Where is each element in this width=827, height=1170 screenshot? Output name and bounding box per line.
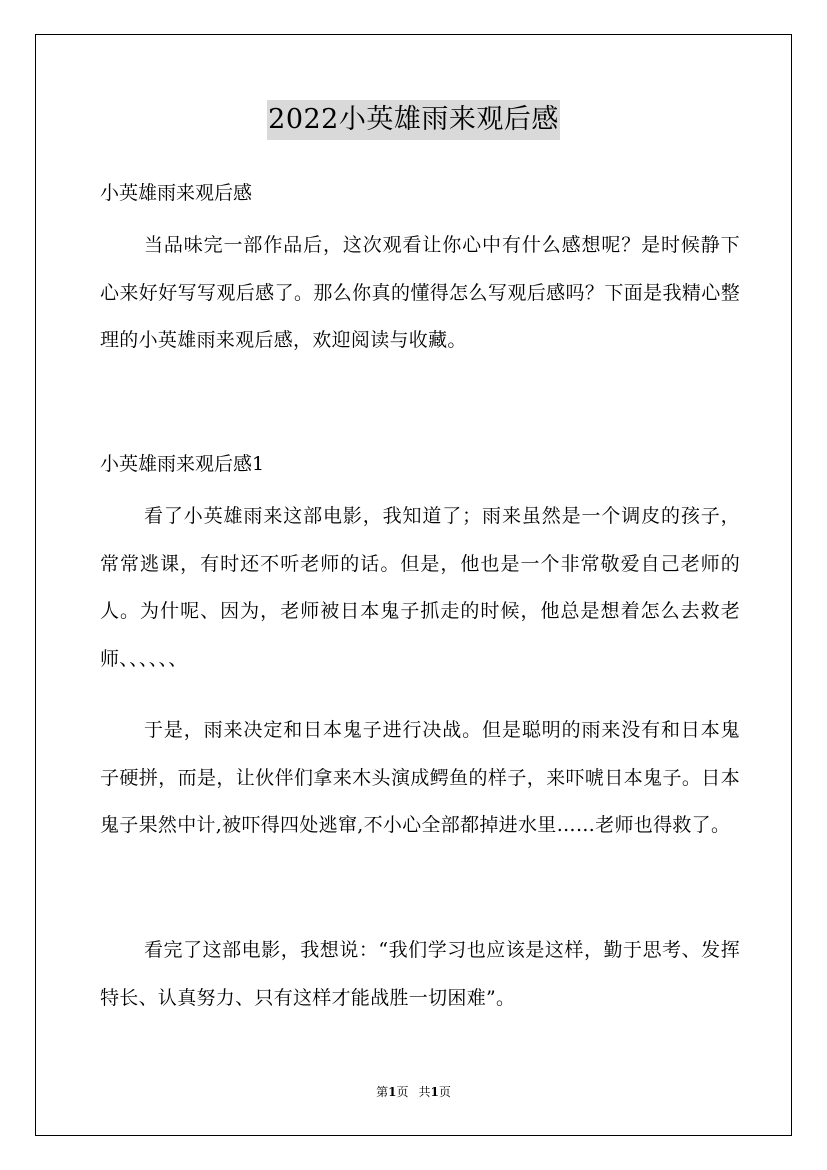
title-container — [0, 100, 827, 140]
total-prefix: 共 — [418, 1085, 431, 1099]
intro-heading: 小英雄雨来观后感 — [100, 182, 253, 204]
body-paragraph-2: 于是，雨来决定和日本鬼子进行决战。但是聪明的雨来没有和日本鬼子硬拼，而是，让伙伴们拿来木头演成鳄鱼的样子，来吓唬日本鬼子。日本鬼子果然中计,被吓得四处逃窜,不小心全部都掉进水里……老师也得救了。 — [100, 719, 740, 836]
body-paragraph-3: 看完了这部电影，我想说：“我们学习也应该是这样，勤于思考、发挥特长、认真努力、只有这样才能战胜一切困难”。 — [100, 939, 740, 1009]
document-title: 2022小英雄雨来观后感 — [267, 100, 560, 140]
body-paragraph-1: 看了小英雄雨来这部电影，我知道了；雨来虽然是一个调皮的孩子，常常逃课，有时还不听老师的话。但是，他也是一个非常敬爱自己老师的人。为什呢、因为，老师被日本鬼子抓走的时候，他总是想着怎么去救老师、、、、、、 — [100, 505, 740, 670]
current-page-number: 1 — [388, 1085, 397, 1099]
page-prefix: 第 — [376, 1085, 389, 1099]
intro-paragraph: 当品味完一部作品后，这次观看让你心中有什么感想呢？是时候静下心来好好写写观后感了。那么你真的懂得怎么写观后感吗？下面是我精心整理的小英雄雨来观后感，欢迎阅读与收藏。 — [100, 234, 740, 351]
page-suffix: 页 — [396, 1085, 409, 1099]
total-suffix: 页 — [438, 1085, 451, 1099]
total-page-number: 1 — [430, 1085, 439, 1099]
section-heading: 小英雄雨来观后感1 — [100, 453, 265, 475]
page-footer — [0, 1084, 827, 1100]
